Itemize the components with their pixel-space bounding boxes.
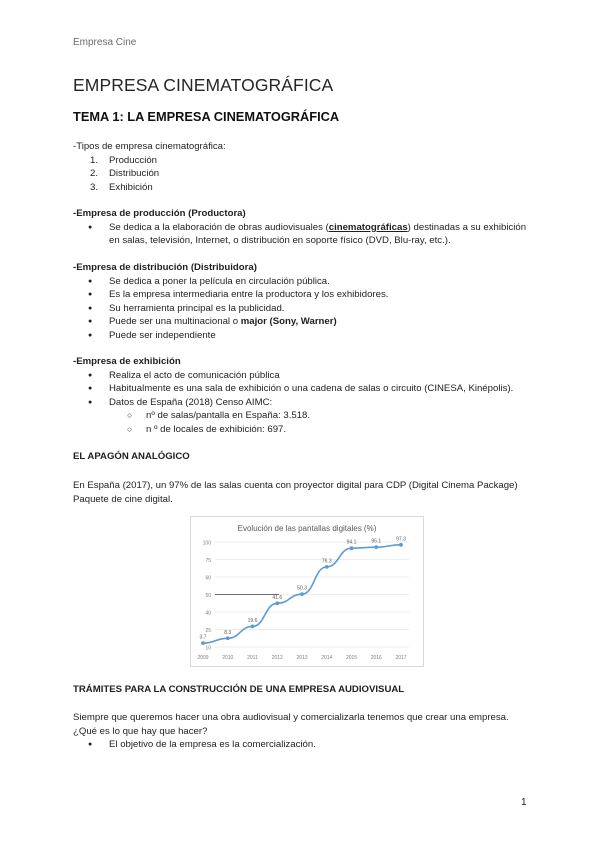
x-tick-label: 2014 <box>321 655 333 661</box>
data-label: 8.3 <box>224 629 232 636</box>
tema-title: TEMA 1: LA EMPRESA CINEMATOGRÁFICA <box>73 109 340 124</box>
data-label: 41.6 <box>272 594 283 601</box>
exhibicion-section <box>73 355 533 437</box>
data-point <box>350 546 354 550</box>
data-label: 97.3 <box>396 536 406 543</box>
x-tick-label: 2015 <box>345 655 358 661</box>
data-label: 95.1 <box>371 538 382 545</box>
apagon-heading: EL APAGÓN ANALÓGICO <box>73 451 190 462</box>
y-tick-label: 75 <box>205 558 211 564</box>
tramites-list <box>73 738 533 752</box>
tipos-section <box>73 140 533 194</box>
page-number: 1 <box>521 797 527 808</box>
y-tick-label: 100 <box>202 540 211 547</box>
x-tick-label: 2013 <box>296 655 308 661</box>
list-item: ● Puede ser una multinacional o major (Sony, Warner) <box>73 315 533 329</box>
distribucion-heading: -Empresa de distribución (Distribuidora) <box>73 262 257 273</box>
list-item: 3. Exhibición <box>90 181 153 193</box>
tramites-heading: TRÁMITES PARA LA CONSTRUCCIÓN DE UNA EMPRESA AUDIOVISUAL <box>73 684 405 695</box>
data-label: 94.1 <box>346 539 357 546</box>
exhibicion-heading: -Empresa de exhibición <box>73 356 181 367</box>
list-item: ● Habitualmente es una sala de exhibición o una cadena de salas o circuito (CINESA, Kinépolis). <box>73 382 533 396</box>
sub-list-item: ○ n º de locales de exhibición: 697. <box>73 423 533 437</box>
y-tick-label: 25 <box>205 628 211 634</box>
x-tick-label: 2012 <box>271 655 283 661</box>
sub-list-item: ○ nº de salas/pantalla en España: 3.518. <box>73 409 533 423</box>
list-item: ● Puede ser independiente <box>73 329 533 343</box>
list-item: ● Es la empresa intermediaria entre la productora y los exhibidores. <box>73 288 533 302</box>
data-label: 50.3 <box>297 585 307 592</box>
data-point <box>374 545 378 549</box>
x-tick-label: 2016 <box>370 655 382 661</box>
y-tick-label: 60 <box>205 575 211 582</box>
list-item: ● Se dedica a la elaboración de obras audiovisuales (cinematográficas) destinadas a su exhibición en salas, televisión, Internet, o distribución en soporte físico (DVD, Blu-ray, etc.). <box>73 221 533 248</box>
distribucion-section <box>73 261 533 343</box>
list-item: ● Se dedica a poner la película en circulación pública. <box>73 275 533 289</box>
data-label: 76.3 <box>321 558 332 565</box>
data-point <box>251 625 255 629</box>
data-point <box>226 636 230 640</box>
list-item: ● El objetivo de la empresa es la comercialización. <box>73 738 533 752</box>
data-point <box>399 543 403 547</box>
chart-title: Evolución de las pantallas digitales (%) <box>237 524 377 533</box>
page-header: Empresa Cine <box>73 37 137 48</box>
data-point <box>300 592 304 596</box>
x-tick-label: 2017 <box>395 655 407 661</box>
data-label: 19.6 <box>247 617 258 624</box>
chart-container <box>190 516 424 667</box>
x-tick-label: 2011 <box>247 655 258 661</box>
produccion-section <box>73 207 533 248</box>
data-label: 3.7 <box>199 634 207 641</box>
x-tick-label: 2009 <box>197 655 209 661</box>
line-chart <box>191 517 423 666</box>
list-item: 2. Distribución <box>90 168 160 180</box>
list-item: 1. Producción <box>90 154 157 166</box>
y-tick-label: 40 <box>205 610 211 617</box>
list-item: ● Su herramienta principal es la publicidad. <box>73 302 533 316</box>
x-tick-label: 2010 <box>222 655 234 661</box>
data-point <box>275 601 279 605</box>
list-item: ● Realiza el acto de comunicación pública <box>73 369 533 383</box>
document-title: EMPRESA CINEMATOGRÁFICA <box>73 75 334 95</box>
data-point <box>325 565 329 569</box>
tipos-heading: -Tipos de empresa cinematográfica: <box>73 141 226 152</box>
data-point <box>201 641 205 645</box>
produccion-heading: -Empresa de producción (Productora) <box>73 208 246 219</box>
list-item: ● Datos de España (2018) Censo AIMC: <box>73 396 533 410</box>
y-tick-label: 10 <box>205 645 211 652</box>
y-tick-label: 50 <box>205 593 211 599</box>
tramites-paragraph: Siempre que queremos hacer una obra audiovisual y comercializarla tenemos que crear una empresa. ¿Qué es lo que hay que hacer? <box>73 712 509 737</box>
apagon-paragraph: En España (2017), un 97% de las salas cuenta con proyector digital para CDP (Digital Cinema Package) Paquete de cine digital. <box>73 480 518 505</box>
